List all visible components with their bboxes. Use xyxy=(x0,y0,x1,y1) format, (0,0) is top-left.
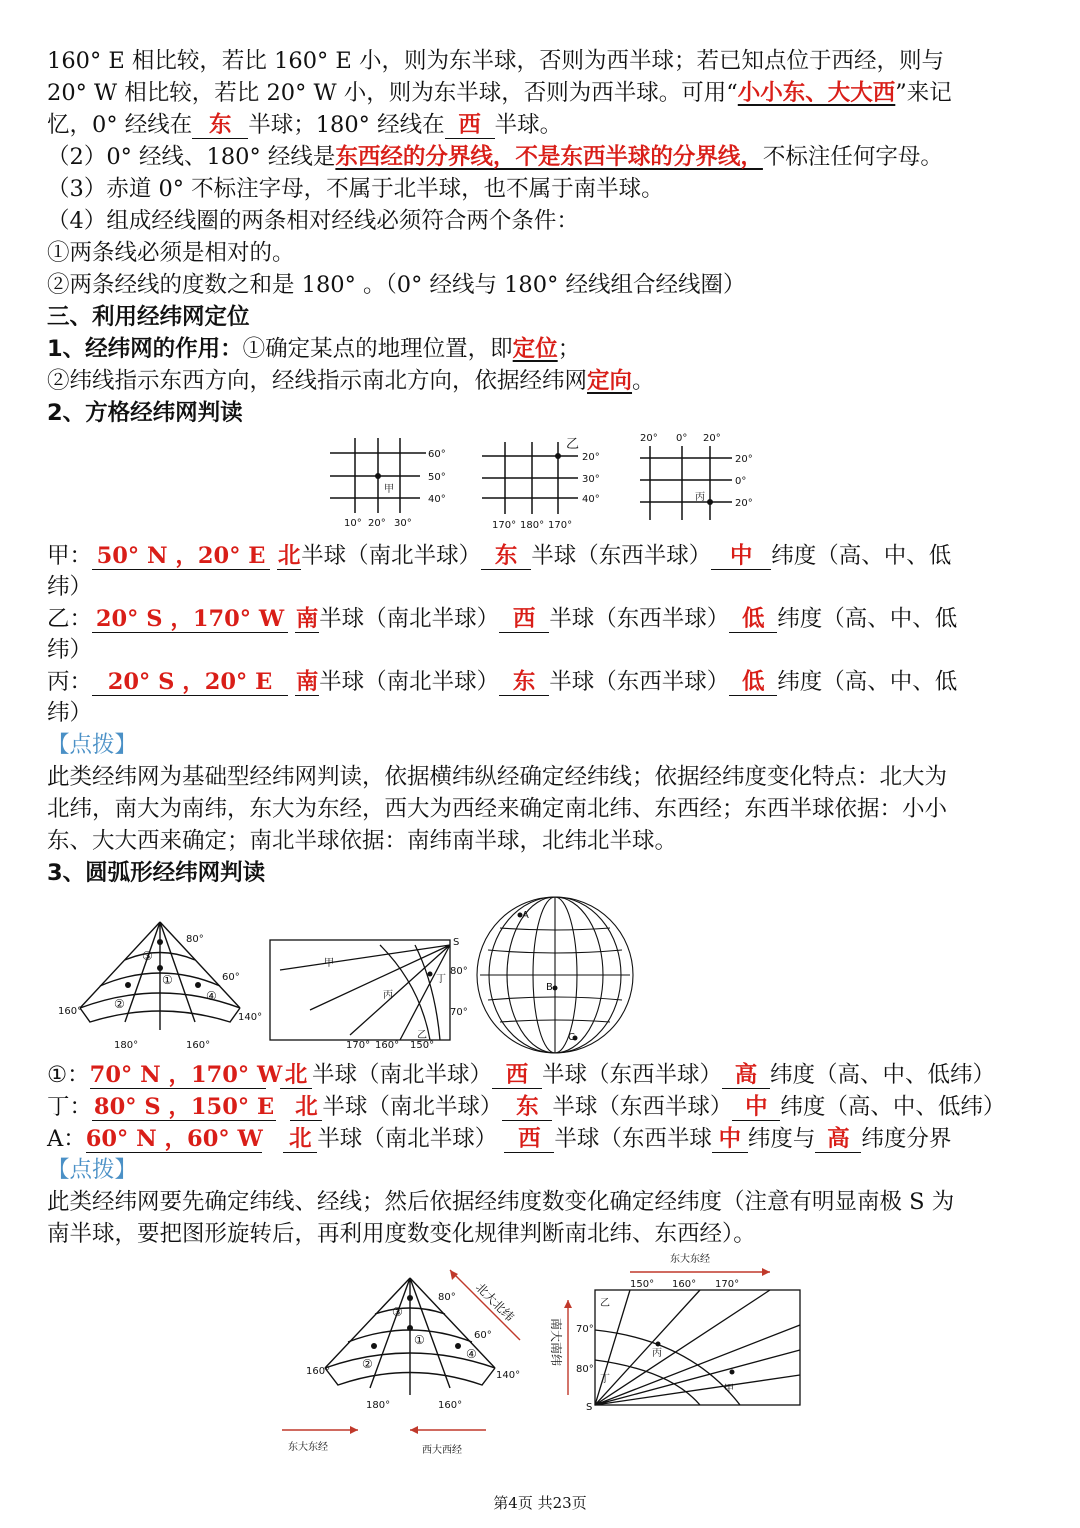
svg-text:北大北纬: 北大北纬 xyxy=(472,1280,517,1325)
rect-map xyxy=(270,940,450,1040)
arc-map-figure xyxy=(50,890,650,1055)
grid-map-b xyxy=(482,442,578,514)
text-line: 此类经纬网为基础型经纬网判读，依据横纬纵经确定经纬线；依据经纬度变化特点：北大为 xyxy=(47,764,948,790)
subsection-heading: 2、方格经纬网判读 xyxy=(47,400,243,426)
svg-text:①: ① xyxy=(414,1333,425,1347)
grid-map-figure xyxy=(320,428,760,534)
svg-text:150°: 150° xyxy=(630,1279,655,1290)
svg-text:20°: 20° xyxy=(703,433,721,444)
svg-text:70°: 70° xyxy=(450,1007,468,1018)
svg-text:170°: 170° xyxy=(346,1040,371,1051)
text-line: ②纬线指示东西方向，经线指示南北方向，依据经纬网定向。 xyxy=(47,368,655,394)
svg-text:丁: 丁 xyxy=(436,974,446,985)
svg-text:④: ④ xyxy=(206,989,217,1003)
svg-text:甲: 甲 xyxy=(384,484,394,495)
svg-text:60°: 60° xyxy=(222,972,240,983)
svg-text:②: ② xyxy=(114,997,125,1011)
text-line: 纬） xyxy=(47,574,93,600)
svg-text:60°: 60° xyxy=(474,1330,492,1341)
text-line: （4）组成经线圈的两条相对经线必须符合两个条件： xyxy=(47,208,579,234)
rect-map-2 xyxy=(595,1290,800,1405)
svg-text:③: ③ xyxy=(142,949,153,963)
svg-text:30°: 30° xyxy=(394,518,412,529)
svg-text:B: B xyxy=(546,982,553,993)
svg-text:60°: 60° xyxy=(428,449,446,460)
answer-row-bing: 丙： 20° S ，20° E 南半球（南北半球） 东 半球（东西半球） 低 纬度（高、中、低 xyxy=(47,669,958,695)
svg-text:乙: 乙 xyxy=(600,1298,610,1309)
svg-text:160°: 160° xyxy=(438,1400,463,1411)
svg-text:80°: 80° xyxy=(186,934,204,945)
svg-text:20°: 20° xyxy=(735,454,753,465)
svg-text:80°: 80° xyxy=(450,966,468,977)
globe-map xyxy=(477,897,633,1053)
svg-text:140°: 140° xyxy=(496,1370,521,1381)
svg-text:140°: 140° xyxy=(238,1012,263,1023)
answer-row-jia: 甲： 50° N ，20° E 北半球（南北半球） 东 半球（东西半球） 中 纬度（高、中、低 xyxy=(47,543,952,569)
text-line: 20° W 相比较，若比 20° W 小，则为东半球，否则为西半球。可用“小小东、大大西”来记 xyxy=(47,80,952,106)
svg-text:甲: 甲 xyxy=(724,1384,734,1395)
fan-map xyxy=(80,922,240,1030)
text-line: 忆，0° 经线在 东 半球；180° 经线在 西 半球。 xyxy=(47,112,563,138)
red-highlight: 小小东、大大西 xyxy=(737,80,896,106)
svg-text:丙: 丙 xyxy=(652,1348,662,1359)
svg-text:180°: 180° xyxy=(366,1400,391,1411)
svg-text:甲: 甲 xyxy=(324,958,334,969)
text-line: 纬） xyxy=(47,637,93,663)
svg-text:30°: 30° xyxy=(582,474,600,485)
svg-text:20°: 20° xyxy=(640,433,658,444)
svg-text:20°: 20° xyxy=(735,498,753,509)
svg-text:C: C xyxy=(568,1032,575,1043)
svg-text:S: S xyxy=(453,937,460,948)
svg-text:40°: 40° xyxy=(428,494,446,505)
text-line: 160° E 相比较，若比 160° E 小，则为东半球，否则为西半球；若已知点位于西经，则与 xyxy=(47,48,945,74)
text-line: ②两条经线的度数之和是 180° 。（0° 经线与 180° 经线组合经线圈） xyxy=(47,272,746,298)
svg-text:160°: 160° xyxy=(375,1040,400,1051)
answer-row-yi: 乙： 20° S ，170° W 南半球（南北半球） 西 半球（东西半球） 低 纬度（高、中、低 xyxy=(47,606,958,632)
text-line: 北纬，南大为南纬，东大为东经，西大为西经来确定南北纬、东西经；东西半球依据：小小 xyxy=(47,796,948,822)
svg-text:东大东经: 东大东经 xyxy=(288,1442,328,1453)
svg-text:南大南纬: 南大南纬 xyxy=(549,1318,563,1367)
svg-text:20°: 20° xyxy=(368,518,386,529)
svg-text:160°: 160° xyxy=(58,1006,83,1017)
answer-row-ding: 丁：80° S ，150° E 北 半球（南北半球） 东 半球（东西半球） 中 纬度（高、中、低纬） xyxy=(47,1094,1006,1120)
text-line: 纬） xyxy=(47,700,93,726)
svg-text:180°: 180° xyxy=(520,520,545,531)
svg-text:A: A xyxy=(522,910,529,921)
svg-text:170°: 170° xyxy=(715,1279,740,1290)
svg-text:170°: 170° xyxy=(548,520,573,531)
svg-text:10°: 10° xyxy=(344,518,362,529)
svg-text:①: ① xyxy=(162,973,173,987)
text-line: （3）赤道 0° 不标注字母，不属于北半球，也不属于南半球。 xyxy=(47,176,664,202)
svg-text:②: ② xyxy=(362,1357,373,1371)
svg-text:0°: 0° xyxy=(735,476,747,487)
svg-text:③: ③ xyxy=(392,1305,403,1319)
svg-text:40°: 40° xyxy=(582,494,600,505)
svg-text:160°: 160° xyxy=(672,1279,697,1290)
svg-text:160°: 160° xyxy=(186,1040,211,1051)
rule-diagram-figure xyxy=(270,1250,810,1465)
text-line: （2）0° 经线、180° 经线是东西经的分界线，不是东西半球的分界线，不标注任何字母。 xyxy=(47,144,943,170)
answer-row-a: A：60° N ，60° W 北 半球（南北半球） 西 半球（东西半球 中 纬度与 高 纬度分界 xyxy=(47,1126,952,1152)
answer-blank: 东 xyxy=(192,112,248,139)
svg-text:80°: 80° xyxy=(576,1364,594,1375)
svg-text:70°: 70° xyxy=(576,1324,594,1335)
svg-text:150°: 150° xyxy=(410,1040,435,1051)
svg-text:S: S xyxy=(586,1402,593,1413)
text-line: 1、经纬网的作用：①确定某点的地理位置，即定位； xyxy=(47,336,581,362)
answer-row-1: ①：70° N ，170° W 北 半球（南北半球） 西 半球（东西半球） 高 纬度（高、中、低纬） xyxy=(47,1062,996,1088)
svg-text:丙: 丙 xyxy=(383,990,393,1001)
answer-blank: 西 xyxy=(445,112,495,139)
svg-text:丁: 丁 xyxy=(600,1374,610,1385)
svg-text:180°: 180° xyxy=(114,1040,139,1051)
grid-map-c xyxy=(640,446,732,520)
tip-title: 【点拨】 xyxy=(47,732,138,758)
svg-text:东大东经: 东大东经 xyxy=(670,1254,710,1265)
section-heading: 三、利用经纬网定位 xyxy=(47,304,250,330)
svg-text:80°: 80° xyxy=(438,1292,456,1303)
svg-text:乙: 乙 xyxy=(417,1030,427,1041)
svg-text:丙: 丙 xyxy=(695,492,705,503)
text-line: ①两条线必须是相对的。 xyxy=(47,240,295,266)
svg-text:160°: 160° xyxy=(306,1366,331,1377)
svg-text:西大西经: 西大西经 xyxy=(422,1445,462,1456)
svg-text:乙: 乙 xyxy=(566,437,580,452)
svg-text:50°: 50° xyxy=(428,472,446,483)
tip-title: 【点拨】 xyxy=(47,1157,138,1183)
text-line: 此类经纬网要先确定纬线、经线；然后依据经纬度数变化确定经纬度（注意有明显南极 S 为 xyxy=(47,1189,955,1215)
svg-text:170°: 170° xyxy=(492,520,517,531)
red-highlight: 东西经的分界线，不是东西半球的分界线， xyxy=(335,144,763,170)
text-line: 东、大大西来确定；南北半球依据：南纬南半球，北纬北半球。 xyxy=(47,828,678,854)
svg-text:④: ④ xyxy=(466,1347,477,1361)
subsection-heading: 3、圆弧形经纬网判读 xyxy=(47,860,266,886)
svg-text:0°: 0° xyxy=(676,433,688,444)
page-footer: 第4页 共23页 xyxy=(493,1494,587,1512)
svg-text:20°: 20° xyxy=(582,452,600,463)
text-line: 南半球，要把图形旋转后，再利用度数变化规律判断南北纬、东西经）。 xyxy=(47,1221,756,1247)
